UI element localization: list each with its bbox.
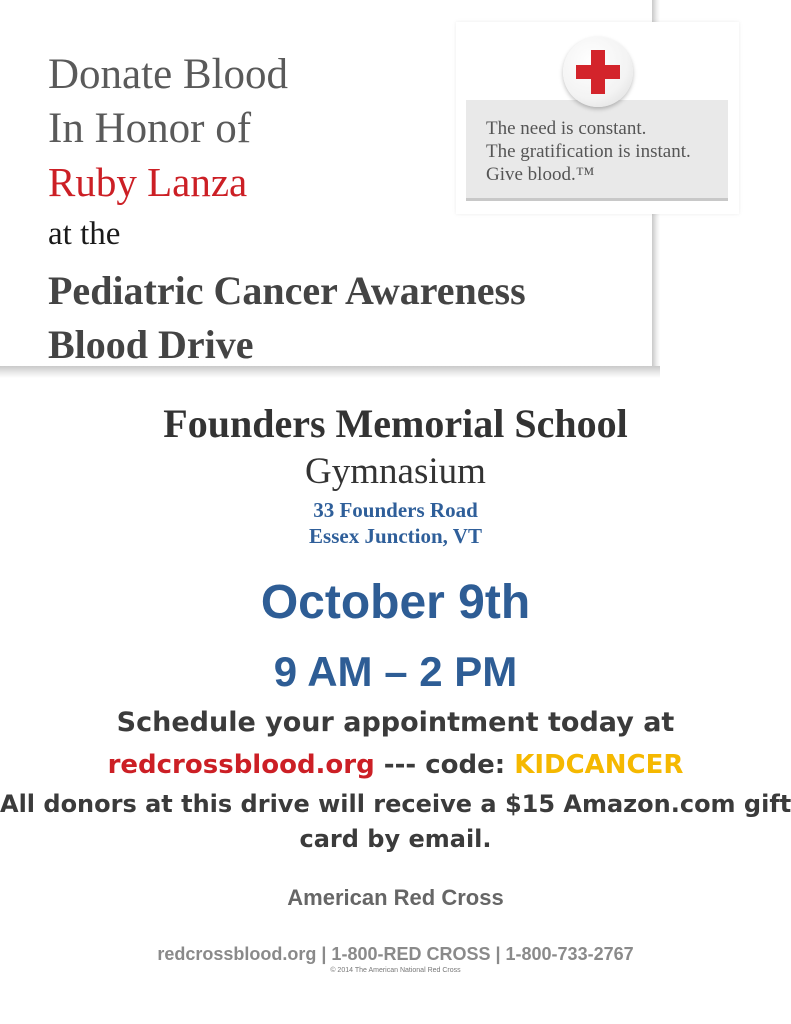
headline-in-honor-of: In Honor of [48, 105, 252, 152]
contact-line: redcrossblood.org | 1-800-RED CROSS | 1-800-733-2767 [157, 944, 634, 964]
address-street: 33 Founders Road [313, 498, 478, 522]
tagline-2: The gratification is instant. [486, 141, 691, 162]
honoree-name: Ruby Lanza [48, 159, 248, 205]
copyright: © 2014 The American National Red Cross [330, 967, 461, 974]
headline-at-the: at the [48, 216, 121, 252]
event-title-line1: Pediatric Cancer Awareness [48, 268, 526, 313]
red-cross-card [456, 22, 739, 214]
cross-horizontal-bar [576, 65, 620, 79]
organization-logo-text: American Red Cross [287, 885, 504, 910]
signup-link[interactable]: redcrossblood.org [107, 750, 375, 780]
gift-card-line2: card by email. [299, 825, 492, 853]
event-date: October 9th [260, 576, 531, 629]
event-title-line2: Blood Drive [48, 322, 254, 367]
tagline-3: Give blood.™ [486, 164, 595, 185]
headline-donate-blood: Donate Blood [48, 51, 289, 98]
sponsor-code: KIDCANCER [514, 750, 684, 780]
gift-card-line1: All donors at this drive will receive a $15 Amazon.com gift [0, 790, 791, 818]
event-time: 9 AM – 2 PM [273, 648, 518, 695]
tagline-1: The need is constant. [486, 118, 647, 139]
venue-room: Gymnasium [305, 451, 486, 492]
school-name: Founders Memorial School [163, 401, 628, 446]
url-code-line [0, 750, 791, 780]
tagline-box [466, 100, 728, 201]
address-city: Essex Junction, VT [309, 524, 482, 548]
schedule-cta: Schedule your appointment today at [116, 707, 675, 738]
code-separator: --- code: [374, 750, 515, 780]
red-cross-icon [563, 37, 633, 107]
